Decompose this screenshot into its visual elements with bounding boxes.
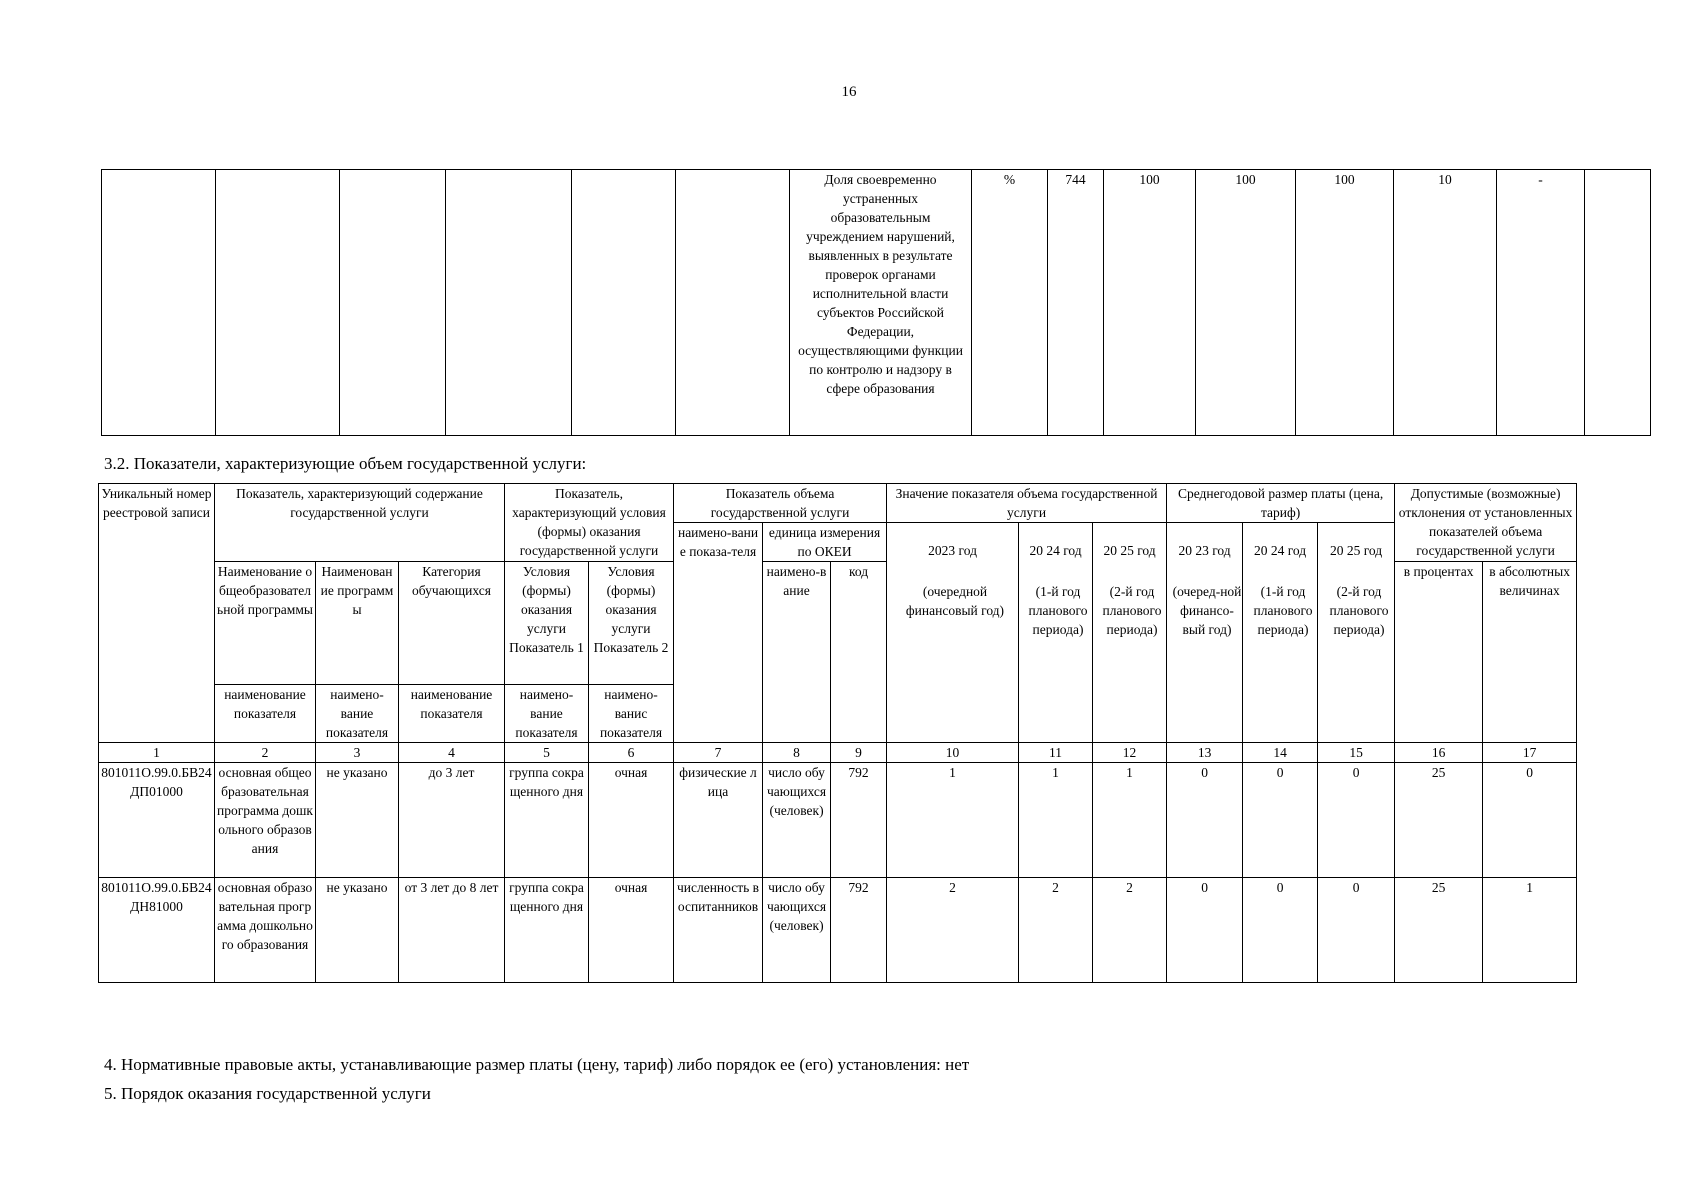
column-number: 3 (316, 743, 399, 763)
year-2025-label: 20 25 год (1103, 543, 1156, 558)
column-number: 17 (1483, 743, 1577, 763)
header-sub-name: наимено-вание показателя (316, 685, 399, 743)
table-row (99, 763, 1577, 878)
column-number: 7 (674, 743, 763, 763)
program-type: основная общеобразовательная программа дошкольного образования (215, 763, 316, 878)
header-content-indicator: Показатель, характеризующий содержание государственной услуги (215, 484, 505, 562)
page-number: 16 (841, 84, 857, 100)
unit-code: 792 (831, 763, 887, 878)
unit-code: 792 (831, 878, 887, 983)
column-number: 9 (831, 743, 887, 763)
condition-2: очная (589, 878, 674, 983)
fee-2024: 0 (1243, 763, 1318, 878)
fee-2025-label: 20 25 год (1329, 543, 1383, 558)
table-row (102, 170, 1651, 436)
column-number: 5 (505, 743, 589, 763)
unit-cell: % (972, 170, 1048, 436)
header-row (99, 484, 1577, 523)
header-condition-2: Условия (формы) оказания услуги Показатель 2 (589, 562, 674, 685)
empty-cell (572, 170, 676, 436)
header-unit-code: код (831, 562, 887, 743)
header-conditions-indicator: Показатель, характеризующий условия (формы) оказания государственной услуги (505, 484, 674, 562)
header-program-name: Наименование программы (316, 562, 399, 685)
header-unit-okei: единица измерения по ОКЕИ (763, 523, 887, 562)
registry-number: 801011О.99.0.БВ24ДН81000 (99, 878, 215, 983)
section-heading: 3.2. Показатели, характеризующие объем государственной услуги: (104, 454, 587, 473)
fee-2024-note: (1-й год планового периода) (1253, 584, 1313, 637)
value-2025: 2 (1093, 878, 1167, 983)
table-row (99, 878, 1577, 983)
condition-1: группа сокращенного дня (505, 763, 589, 878)
volume-indicator: численность воспитанников (674, 878, 763, 983)
empty-cell (1585, 170, 1651, 436)
column-numbers-row (99, 743, 1577, 763)
column-number: 10 (887, 743, 1019, 763)
fee-2025: 0 (1318, 878, 1395, 983)
year-2025-note: (2-й год планового периода) (1102, 584, 1162, 637)
deviation-absolute: 0 (1483, 763, 1577, 878)
value-2023: 100 (1104, 170, 1196, 436)
fee-2025: 0 (1318, 763, 1395, 878)
code-cell: 744 (1048, 170, 1104, 436)
value-2025: 1 (1093, 763, 1167, 878)
empty-cell (676, 170, 790, 436)
program-type: основная образовательная программа дошкольного образования (215, 878, 316, 983)
volume-indicators-table (98, 483, 1577, 983)
empty-cell (102, 170, 216, 436)
fee-2023-note: (очеред-ной финансо-вый год) (1172, 584, 1242, 637)
value-2024: 1 (1019, 763, 1093, 878)
year-2024-label: 20 24 год (1029, 543, 1082, 558)
students-category: от 3 лет до 8 лет (399, 878, 505, 983)
header-program-type: Наименование общеобразовательной программы (215, 562, 316, 685)
header-in-absolute: в абсолютных величинах (1483, 562, 1577, 743)
value-2024: 100 (1196, 170, 1296, 436)
header-volume-value: Значение показателя объема государственной услуги (887, 484, 1167, 523)
column-number: 12 (1093, 743, 1167, 763)
deviation-absolute: - (1497, 170, 1585, 436)
fee-2024: 0 (1243, 878, 1318, 983)
unit-name: число обучающихся (человек) (763, 763, 831, 878)
quality-indicators-table (101, 169, 1651, 436)
value-2025: 100 (1296, 170, 1394, 436)
program-name: не указано (316, 878, 399, 983)
condition-2: очная (589, 763, 674, 878)
deviation-absolute: 1 (1483, 878, 1577, 983)
empty-cell (446, 170, 572, 436)
header-in-percent: в процентах (1395, 562, 1483, 743)
program-name: не указано (316, 763, 399, 878)
header-sub-name: наименование показателя (215, 685, 316, 743)
registry-number: 801011О.99.0.БВ24ДП01000 (99, 763, 215, 878)
column-number: 4 (399, 743, 505, 763)
unit-name: число обучающихся (человек) (763, 878, 831, 983)
header-students-category: Категория обучающихся (399, 562, 505, 685)
column-number: 2 (215, 743, 316, 763)
header-sub-name: наимено-вание показателя (505, 685, 589, 743)
value-2023: 1 (887, 763, 1019, 878)
empty-cell (340, 170, 446, 436)
header-sub-name: наименование показателя (399, 685, 505, 743)
value-2024: 2 (1019, 878, 1093, 983)
header-sub-name: наимено-ванис показателя (589, 685, 674, 743)
column-number: 13 (1167, 743, 1243, 763)
header-indicator-name: наимено-вание показа-теля (674, 523, 763, 743)
deviation-percent: 10 (1394, 170, 1497, 436)
column-number: 15 (1318, 743, 1395, 763)
year-2023-note: (очередной финансовый год) (905, 584, 1005, 618)
students-category: до 3 лет (399, 763, 505, 878)
empty-cell (216, 170, 340, 436)
column-number: 8 (763, 743, 831, 763)
column-number: 1 (99, 743, 215, 763)
header-unit-name: наимено-вание (763, 562, 831, 743)
fee-2023-label: 20 23 год (1178, 543, 1231, 558)
column-number: 6 (589, 743, 674, 763)
header-avg-fee: Среднегодовой размер платы (цена, тариф) (1167, 484, 1395, 523)
volume-indicator: физические лица (674, 763, 763, 878)
column-number: 14 (1243, 743, 1318, 763)
footer-line-5: 5. Порядок оказания государственной услуги (104, 1084, 431, 1103)
year-2023-label: 2023 год (928, 543, 977, 558)
header-volume-indicator: Показатель объема государственной услуги (674, 484, 887, 523)
column-number: 16 (1395, 743, 1483, 763)
fee-2023: 0 (1167, 763, 1243, 878)
indicator-name: Доля своевременно устраненных образовательным учреждением нарушений, выявленных в результате проверок органами исполнительной власти субъектов Российской Федерации, осуществляющими функции по контролю и надзору в сфере образования (790, 170, 972, 436)
year-2024-note: (1-й год планового периода) (1028, 584, 1088, 637)
header-allowed-deviation: Допустимые (возможные) отклонения от установленных показателей объема государственной услуги (1395, 484, 1577, 562)
condition-1: группа сокращенного дня (505, 878, 589, 983)
header-year-2023 (887, 523, 1019, 743)
value-2023: 2 (887, 878, 1019, 983)
fee-2023: 0 (1167, 878, 1243, 983)
deviation-percent: 25 (1395, 878, 1483, 983)
header-condition-1: Условия (формы) оказания услуги Показатель 1 (505, 562, 589, 685)
fee-2025-note: (2-й год планового периода) (1329, 584, 1389, 637)
column-number: 11 (1019, 743, 1093, 763)
deviation-percent: 25 (1395, 763, 1483, 878)
fee-2024-label: 20 24 год (1253, 543, 1307, 558)
header-registry-number: Уникальный номер реестровой записи (99, 484, 215, 743)
footer-line-4: 4. Нормативные правовые акты, устанавливающие размер платы (цену, тариф) либо порядок ее (его) установления: нет (104, 1055, 970, 1074)
